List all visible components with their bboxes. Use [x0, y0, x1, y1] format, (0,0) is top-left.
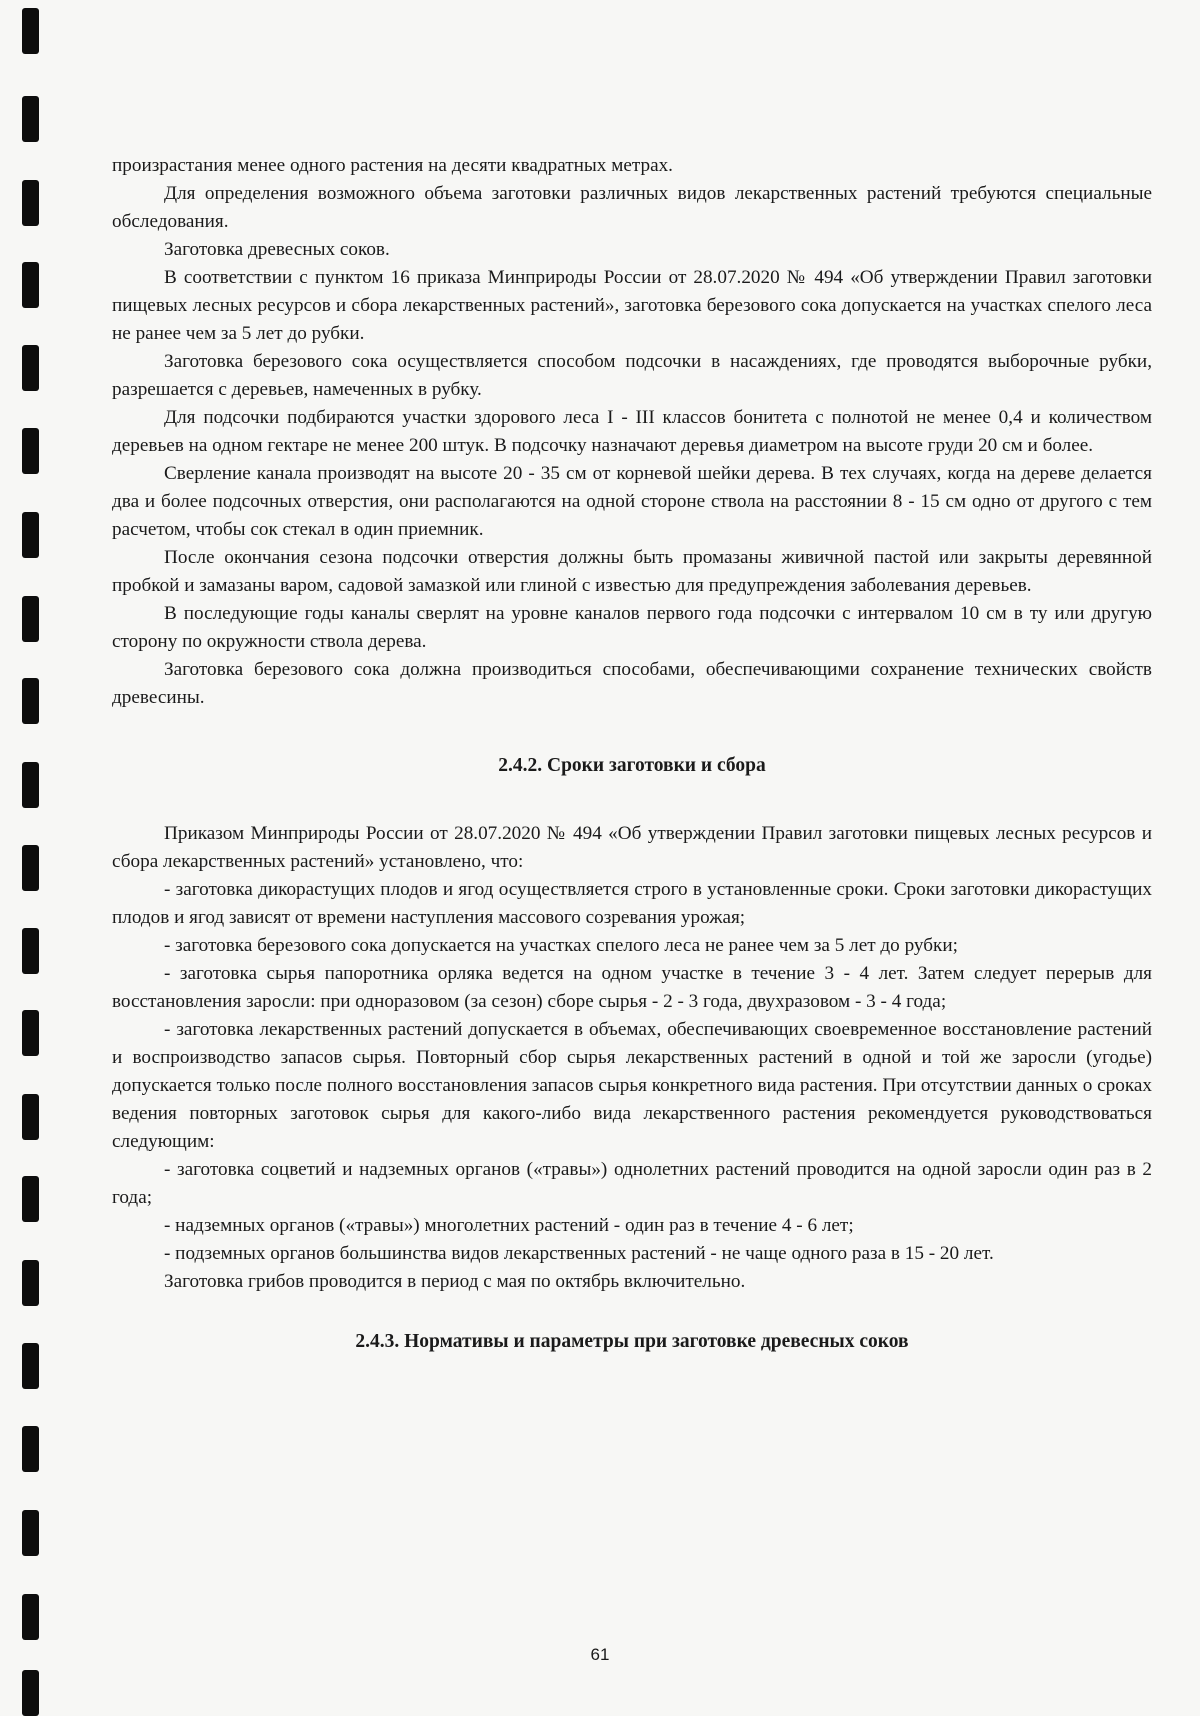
binder-hole: [22, 1176, 39, 1222]
paragraph: В последующие годы каналы сверлят на уровне каналов первого года подсочки с интервалом 10 см в ту или другую сторону по окружности ствола дерева.: [112, 603, 1152, 652]
binder-hole: [22, 678, 39, 724]
binder-hole: [22, 1010, 39, 1056]
binder-holes: [0, 0, 70, 1711]
paragraph: Заготовка грибов проводится в период с мая по октябрь включительно.: [164, 1271, 746, 1292]
list-item: - заготовка соцветий и надземных органов («травы») однолетних растений проводится на одной заросли один раз в 2 года;: [112, 1159, 1152, 1208]
binder-hole: [22, 596, 39, 642]
section-heading: 2.4.3. Нормативы и параметры при заготовке древесных соков: [355, 1331, 909, 1352]
binder-hole: [22, 1426, 39, 1472]
paragraph: Приказом Минприроды России от 28.07.2020 № 494 «Об утверждении Правил заготовки пищевых лесных ресурсов и сбора лекарственных растений» установлено, что:: [112, 823, 1152, 872]
page-number: 61: [590, 1645, 610, 1664]
binder-hole: [22, 1670, 39, 1716]
paragraph: Для подсочки подбираются участки здорового леса I - III классов бонитета с полнотой не менее 0,4 и количеством деревьев на одном гектаре не менее 200 штук. В подсочку назначают деревья диаметром на высоте груди 20 см и более.: [112, 407, 1152, 456]
binder-hole: [22, 1094, 39, 1140]
list-item: - заготовка лекарственных растений допускается в объемах, обеспечивающих своевременное восстановление растений и воспроизводство запасов сырья. Повторный сбор сырья лекарственных растений в одной и той же заросли (угодье) допускается только после полного восстановления запасов сырья конкретного вида растения. При отсутствии данных о сроках ведения повторных заготовок сырья для какого-либо вида лекарственного растения рекомендуется руководствоваться следующим:: [112, 1019, 1152, 1152]
binder-hole: [22, 1260, 39, 1306]
paragraph: произрастания менее одного растения на десяти квадратных метрах.: [112, 155, 673, 176]
list-item: - заготовка березового сока допускается на участках спелого леса не ранее чем за 5 лет до рубки;: [164, 935, 958, 956]
binder-hole: [22, 345, 39, 391]
paragraph: После окончания сезона подсочки отверстия должны быть промазаны живичной пастой или закрыты деревянной пробкой и замазаны варом, садовой замазкой или глиной с известью для предупреждения заболевания деревьев.: [112, 547, 1152, 596]
paragraph: Заготовка древесных соков.: [164, 239, 390, 260]
paragraph: Заготовка березового сока должна производиться способами, обеспечивающими сохранение технических свойств древесины.: [112, 659, 1152, 708]
binder-hole: [22, 8, 39, 54]
binder-hole: [22, 1343, 39, 1389]
paragraph: В соответствии с пунктом 16 приказа Минприроды России от 28.07.2020 № 494 «Об утверждении Правил заготовки пищевых лесных ресурсов и сбора лекарственных растений», заготовка березового сока допускается на участках спелого леса не ранее чем за 5 лет до рубки.: [112, 267, 1152, 344]
paragraph: Для определения возможного объема заготовки различных видов лекарственных растений требуются специальные обследования.: [112, 183, 1152, 232]
list-item: - подземных органов большинства видов лекарственных растений - не чаще одного раза в 15 - 20 лет.: [164, 1243, 994, 1264]
list-item: - надземных органов («травы») многолетних растений - один раз в течение 4 - 6 лет;: [164, 1215, 854, 1236]
binder-hole: [22, 262, 39, 308]
binder-hole: [22, 180, 39, 226]
paragraph: Заготовка березового сока осуществляется способом подсочки в насаждениях, где проводятся выборочные рубки, разрешается с деревьев, намеченных в рубку.: [112, 351, 1152, 400]
list-item: - заготовка дикорастущих плодов и ягод осуществляется строго в установленные сроки. Сроки заготовки дикорастущих плодов и ягод зависят от времени наступления массового созревания урожая;: [112, 879, 1152, 928]
binder-hole: [22, 762, 39, 808]
list-item: - заготовка сырья папоротника орляка ведется на одном участке в течение 3 - 4 лет. Затем следует перерыв для восстановления заросли: при одноразовом (за сезон) сборе сырья - 2 - 3 года, двухразовом - 3 - 4 года;: [112, 963, 1152, 1012]
binder-hole: [22, 512, 39, 558]
binder-hole: [22, 928, 39, 974]
binder-hole: [22, 96, 39, 142]
binder-hole: [22, 1510, 39, 1556]
binder-hole: [22, 428, 39, 474]
binder-hole: [22, 1594, 39, 1640]
document-body: [112, 152, 1152, 1356]
section-heading: 2.4.2. Сроки заготовки и сбора: [498, 755, 766, 776]
binder-hole: [22, 845, 39, 891]
paragraph: Сверление канала производят на высоте 20 - 35 см от корневой шейки дерева. В тех случаях, когда на дереве делается два и более подсочных отверстия, они располагаются на одной стороне ствола на расстоянии 8 - 15 см одно от другого с тем расчетом, чтобы сок стекал в один приемник.: [112, 463, 1152, 540]
